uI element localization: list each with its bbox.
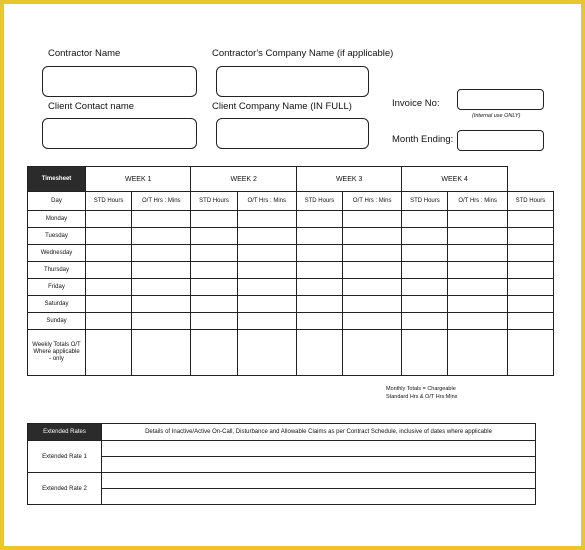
hours-cell[interactable] — [132, 313, 191, 330]
hours-cell[interactable] — [507, 313, 553, 330]
hours-cell[interactable] — [402, 262, 448, 279]
client-company-field[interactable] — [216, 118, 369, 149]
table-row — [28, 313, 554, 330]
hours-cell[interactable] — [191, 262, 237, 279]
ot-hours-header: O/T Hrs : Mins — [448, 192, 507, 211]
extended-rate-2-line[interactable] — [102, 473, 536, 489]
hours-cell[interactable] — [237, 245, 296, 262]
hours-cell[interactable] — [86, 211, 132, 228]
hours-cell[interactable] — [132, 211, 191, 228]
hours-cell[interactable] — [343, 262, 402, 279]
hours-cell[interactable] — [507, 228, 553, 245]
hours-cell[interactable] — [343, 228, 402, 245]
weekly-totals-label: Weekly Totals O/T Where applicable - only — [28, 330, 86, 376]
week-3-header: WEEK 3 — [296, 167, 401, 192]
table-row — [28, 279, 554, 296]
table-row — [28, 228, 554, 245]
totals-cell[interactable] — [343, 330, 402, 376]
hours-cell[interactable] — [343, 245, 402, 262]
internal-use-note: (Internal use ONLY) — [472, 113, 521, 119]
hours-cell[interactable] — [343, 296, 402, 313]
hours-cell[interactable] — [191, 279, 237, 296]
contractor-company-field[interactable] — [216, 66, 369, 97]
hours-cell[interactable] — [132, 262, 191, 279]
std-hours-header: STD Hours — [86, 192, 132, 211]
hours-cell[interactable] — [343, 211, 402, 228]
ot-hours-header: O/T Hrs : Mins — [237, 192, 296, 211]
hours-cell[interactable] — [86, 313, 132, 330]
week-2-header: WEEK 2 — [191, 167, 296, 192]
hours-cell[interactable] — [296, 245, 342, 262]
hours-cell[interactable] — [191, 313, 237, 330]
hours-cell[interactable] — [191, 245, 237, 262]
hours-cell[interactable] — [507, 262, 553, 279]
client-contact-label: Client Contact name — [48, 101, 135, 112]
hours-cell[interactable] — [86, 279, 132, 296]
std-hours-header: STD Hours — [402, 192, 448, 211]
totals-cell[interactable] — [507, 330, 553, 376]
timesheet-title: Timesheet — [28, 167, 86, 192]
day-sunday: Sunday — [28, 313, 86, 330]
hours-cell[interactable] — [237, 211, 296, 228]
hours-cell[interactable] — [448, 296, 507, 313]
extended-rate-1-label: Extended Rate 1 — [28, 441, 102, 473]
contractor-company-label: Contractor's Company Name (if applicable) — [212, 48, 394, 59]
contractor-name-field[interactable] — [42, 66, 197, 97]
extended-rates-table — [27, 423, 536, 505]
hours-cell[interactable] — [507, 211, 553, 228]
hours-cell[interactable] — [296, 211, 342, 228]
std-hours-header: STD Hours — [296, 192, 342, 211]
weekly-totals-row — [28, 330, 554, 376]
hours-cell[interactable] — [402, 313, 448, 330]
std-hours-header: STD Hours — [191, 192, 237, 211]
hours-cell[interactable] — [402, 245, 448, 262]
hours-cell[interactable] — [507, 245, 553, 262]
day-tuesday: Tuesday — [28, 228, 86, 245]
extended-rates-description: Details of Inactive/Active On-Call, Disturbance and Allowable Claims as per Contract Schedule, inclusive of dates where applicable — [102, 424, 536, 441]
totals-cell[interactable] — [132, 330, 191, 376]
hours-cell[interactable] — [448, 245, 507, 262]
extended-rates-title: Extended Rates — [28, 424, 102, 441]
extended-rate-2-line[interactable] — [102, 489, 536, 505]
hours-cell[interactable] — [237, 296, 296, 313]
month-ending-field[interactable] — [457, 130, 544, 151]
hours-cell[interactable] — [448, 279, 507, 296]
table-row — [28, 211, 554, 228]
hours-cell[interactable] — [507, 296, 553, 313]
hours-cell[interactable] — [448, 262, 507, 279]
hours-cell[interactable] — [448, 228, 507, 245]
hours-cell[interactable] — [132, 296, 191, 313]
hours-cell[interactable] — [448, 211, 507, 228]
client-company-label: Client Company Name (IN FULL) — [212, 101, 352, 112]
hours-cell[interactable] — [191, 211, 237, 228]
hours-cell[interactable] — [296, 228, 342, 245]
contractor-name-label: Contractor Name — [48, 48, 121, 59]
hours-cell[interactable] — [132, 245, 191, 262]
hours-cell[interactable] — [296, 296, 342, 313]
hours-cell[interactable] — [343, 279, 402, 296]
hours-cell[interactable] — [343, 313, 402, 330]
ot-hours-header: O/T Hrs : Mins — [132, 192, 191, 211]
extended-rate-1-line[interactable] — [102, 441, 536, 457]
hours-cell[interactable] — [86, 296, 132, 313]
invoice-no-field[interactable] — [457, 89, 544, 110]
totals-cell[interactable] — [296, 330, 342, 376]
monthly-totals-note-line2: Standard Hrs & O/T Hrs:Mins — [386, 394, 458, 400]
hours-cell[interactable] — [402, 228, 448, 245]
table-row — [28, 245, 554, 262]
hours-cell[interactable] — [402, 211, 448, 228]
hours-cell[interactable] — [507, 279, 553, 296]
hours-cell[interactable] — [132, 279, 191, 296]
extended-rate-1-line[interactable] — [102, 457, 536, 473]
monthly-totals-note-line1: Monthly Totals = Chargeable — [386, 386, 456, 392]
invoice-no-label: Invoice No: — [392, 98, 440, 109]
extended-rate-2-label: Extended Rate 2 — [28, 473, 102, 505]
hours-cell[interactable] — [296, 279, 342, 296]
week-1-header: WEEK 1 — [86, 167, 191, 192]
hours-cell[interactable] — [237, 313, 296, 330]
std-hours-header: STD Hours — [507, 192, 553, 211]
empty-corner — [507, 167, 553, 192]
table-row — [28, 262, 554, 279]
totals-cell[interactable] — [402, 330, 448, 376]
totals-cell[interactable] — [191, 330, 237, 376]
hours-cell[interactable] — [86, 245, 132, 262]
hours-cell[interactable] — [191, 296, 237, 313]
totals-cell[interactable] — [86, 330, 132, 376]
day-header: Day — [28, 192, 86, 211]
week-4-header: WEEK 4 — [402, 167, 507, 192]
day-friday: Friday — [28, 279, 86, 296]
totals-cell[interactable] — [237, 330, 296, 376]
hours-cell[interactable] — [402, 296, 448, 313]
day-wednesday: Wednesday — [28, 245, 86, 262]
hours-cell[interactable] — [237, 228, 296, 245]
hours-cell[interactable] — [237, 279, 296, 296]
hours-cell[interactable] — [237, 262, 296, 279]
month-ending-label: Month Ending: — [392, 134, 454, 145]
hours-cell[interactable] — [86, 228, 132, 245]
timesheet-table — [27, 166, 554, 376]
hours-cell[interactable] — [448, 313, 507, 330]
day-saturday: Saturday — [28, 296, 86, 313]
hours-cell[interactable] — [296, 262, 342, 279]
hours-cell[interactable] — [86, 262, 132, 279]
ot-hours-header: O/T Hrs : Mins — [343, 192, 402, 211]
hours-cell[interactable] — [132, 228, 191, 245]
totals-cell[interactable] — [448, 330, 507, 376]
day-thursday: Thursday — [28, 262, 86, 279]
hours-cell[interactable] — [191, 228, 237, 245]
day-monday: Monday — [28, 211, 86, 228]
hours-cell[interactable] — [296, 313, 342, 330]
table-row — [28, 296, 554, 313]
client-contact-field[interactable] — [42, 118, 197, 149]
hours-cell[interactable] — [402, 279, 448, 296]
